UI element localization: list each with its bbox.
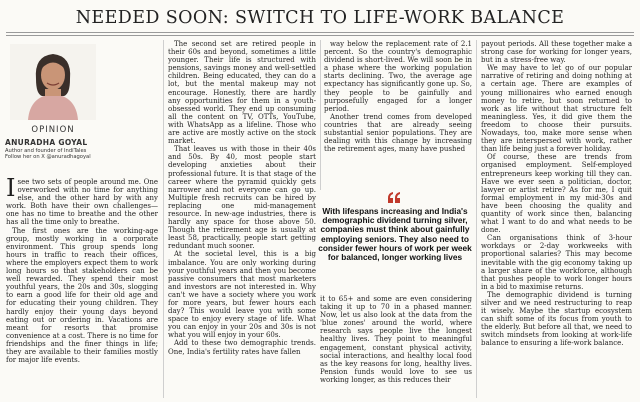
headline: NEEDED SOON: SWITCH TO LIFE-WORK BALANCE bbox=[75, 8, 565, 28]
col2-para-4: Add to these two demographic trends. One, India's fertility rates have fallen bbox=[168, 339, 316, 356]
col1-para-1: see two sets of people around me. One overworked with no time for anything else, and the other hard by with any work. Both have their own challenges—one has no time to breathe and the other has all the time only to breathe. bbox=[6, 178, 158, 227]
author-follow: Follow her on X @anuradhagoyal bbox=[5, 154, 91, 160]
column-divider bbox=[163, 40, 164, 398]
col1-para-2: The first ones are the working-age group, mostly working in a corporate environment. This group spends long hours in traffic to reach their offices, where the employers expect them to work long hours so that stakeholders can be well rewarded. They spend their most youthful years, the 20s and 30s, slogging to earn a good life for their old age and for educating their young children. They hardly enjoy their young days beyond eating out or ordering in. Vacations are meant for resorts that promise convenience at a cost. There is no time for friendships and the finer things in life; they are available to their families mostly for major life events. bbox=[6, 226, 158, 365]
col2-para-3: At the societal level, this is a big imbalance. You are only working during your youthful years and then you become passive consumers that most marketers and investors are not interested in. Why can't we have a society where you work for more years, but fewer hours each day? This would leave you with some space to enjoy every stage of life. What you can enjoy in your 20s and 30s is not what you will enjoy in your 60s. bbox=[168, 250, 316, 340]
column-1 bbox=[6, 178, 158, 398]
col4-para-1: payout periods. All these together make a strong case for working for longer years, but in a stress-free way. bbox=[481, 40, 632, 65]
col2-para-2: That leaves us with those in their 40s and 50s. By 40, most people start developing anxieties about their professional future. It is that stage of the career where the pyramid quickly gets narrower and not everyone can go up. Multiple fresh recruits can be hired by replacing one mid-management resource. In new-age industries, there is hardly any space for those above 50. Though the retirement age is usually at least 58, practically, people start getting redundant much sooner. bbox=[168, 145, 316, 251]
column-2 bbox=[168, 40, 316, 398]
col4-para-2: We may have to let go of our popular narrative of retiring and doing nothing at a certain age. There are examples of young millionaires who earned enough money to retire, but soon returned to work as life without that structure felt meaningless. Yes, it did give them the freedom to choose their pursuits. Nowadays, too, make more sense when they are interspersed with work, rather than life being just a forever holiday. bbox=[481, 64, 632, 154]
col4-para-4: Can organisations think of 3-hour workdays or 2-day workweeks with proportional salaries? This may become inevitable with the gig economy taking up a larger share of the workforce, although that pushes people to work longer hours in a bid to maximise returns. bbox=[481, 234, 632, 291]
author-photo bbox=[10, 44, 96, 120]
author-name: ANURADHA GOYAL bbox=[5, 138, 88, 147]
column-divider bbox=[476, 40, 477, 398]
column-3-continued bbox=[320, 295, 472, 399]
col3-para-2: Another trend comes from developed countries that are already seeing substantial senior populations. They are dealing with this change by increasing the retirement ages, many have pushed bbox=[324, 112, 472, 154]
headline-rule-bottom bbox=[6, 35, 634, 36]
pull-quote: With lifespans increasing and India's demographic dividend turning silver, companies must think about gainfully employing seniors. They also need to consider fewer hours of work per week for balanced, longer working lives bbox=[318, 206, 472, 263]
column-divider bbox=[320, 40, 321, 190]
col4-para-3: Of course, these are trends from organised employment. Self-employed entrepreneurs keep working till they can. Have we ever seen a politician, doctor, lawyer or artist retire? As for me, I quit formal employment in my mid-30s and have been choosing the quality and quantity of work since then, balancing what I want to do and what needs to be done. bbox=[481, 153, 632, 235]
col3-para-1: way below the replacement rate of 2.1 percent. So the country's demographic dividend is short-lived. We will soon be in a phase where the working population starts declining. Two, the average age expectancy has significantly gone up. So, they people to be gainfully and purposefully engaged for a longer period. bbox=[324, 40, 472, 113]
column-4 bbox=[481, 40, 632, 398]
col4-para-5: The demographic dividend is turning silver and we need restructuring to reap it wisely. Maybe the startup ecosystem can shift some of its focus from youth to the elderly. But before all that, we need to switch mindsets from looking at work-life balance to ensuring a life-work balance. bbox=[481, 290, 632, 348]
quote-icon bbox=[387, 189, 401, 201]
section-label: OPINION bbox=[31, 125, 75, 135]
col3-bottom-para: it to 65+ and some are even considering taking it up to 70 in a phased manner. Now, let us also look at the data from the 'blue zones' around the world, where research says people live the longest healthy lives. They point to meaningful engagement, constant physical activity, social interactions, and healthy local food as the key reasons for long, healthy lives. Pension funds would love to see us working longer, as this reduces their bbox=[320, 295, 472, 384]
drop-cap: I bbox=[6, 178, 16, 202]
headline-rule-top bbox=[6, 32, 634, 33]
col2-para-1: The second set are retired people in their 60s and beyond, sometimes a little younger. Their life is structured with pensions, savings money and well-settled children. Being educated, they can do a lot, but the mental makeup may not encourage. Honestly, there are hardly any opportunities for them in a youth-obsessed world. They end up consuming all the content on TV, OTTs, YouTube, with WhatsApp as a lifeline. Those who are active are mostly active on the stock market. bbox=[168, 40, 316, 146]
column-3 bbox=[324, 40, 472, 188]
author-role: Author and founder of IndiTales bbox=[5, 148, 87, 154]
author-block bbox=[5, 138, 105, 160]
